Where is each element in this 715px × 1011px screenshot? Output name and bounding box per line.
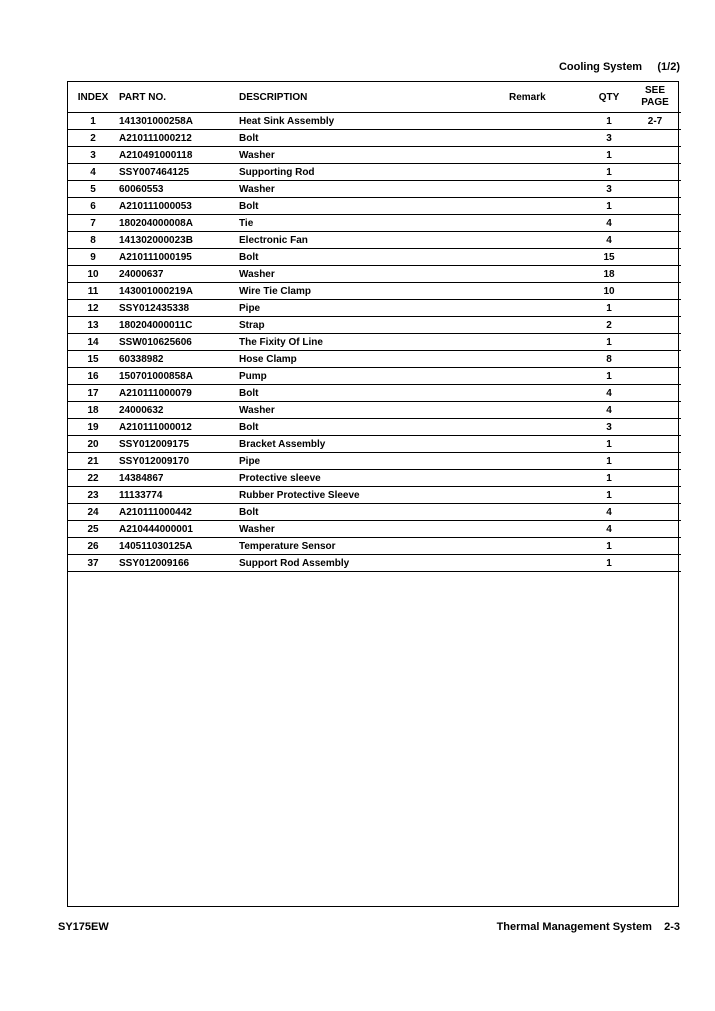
table-header-row (68, 82, 681, 113)
cell-description: Strap (239, 317, 509, 334)
table-row (68, 368, 681, 385)
cell-see-page (629, 317, 681, 334)
cell-part-no: A210111000012 (118, 419, 239, 436)
col-see-page: SEE PAGE (629, 82, 681, 113)
cell-part-no: 180204000008A (118, 215, 239, 232)
table-body (68, 113, 681, 572)
table-row (68, 283, 681, 300)
cell-description: Washer (239, 402, 509, 419)
cell-part-no: SSY012009170 (118, 453, 239, 470)
cell-index: 24 (68, 504, 118, 521)
cell-see-page (629, 198, 681, 215)
cell-description: Washer (239, 266, 509, 283)
cell-see-page (629, 334, 681, 351)
cell-part-no: A210111000442 (118, 504, 239, 521)
cell-qty: 1 (589, 334, 629, 351)
cell-part-no: 150701000858A (118, 368, 239, 385)
cell-qty: 18 (589, 266, 629, 283)
cell-index: 16 (68, 368, 118, 385)
cell-qty: 2 (589, 317, 629, 334)
page-part: (1/2) (657, 61, 680, 73)
cell-see-page (629, 147, 681, 164)
cell-see-page (629, 283, 681, 300)
cell-qty: 4 (589, 215, 629, 232)
cell-index: 22 (68, 470, 118, 487)
cell-description: Heat Sink Assembly (239, 113, 509, 130)
cell-index: 19 (68, 419, 118, 436)
cell-remark (509, 385, 589, 402)
section-title: Cooling System (558, 61, 643, 73)
cell-see-page (629, 538, 681, 555)
cell-part-no: 14384867 (118, 470, 239, 487)
cell-see-page (629, 436, 681, 453)
cell-see-page (629, 164, 681, 181)
cell-index: 26 (68, 538, 118, 555)
table-row (68, 436, 681, 453)
cell-part-no: SSY012009175 (118, 436, 239, 453)
cell-description: Supporting Rod (239, 164, 509, 181)
cell-description: Bolt (239, 385, 509, 402)
cell-part-no: 141301000258A (118, 113, 239, 130)
table-row (68, 215, 681, 232)
cell-qty: 1 (589, 164, 629, 181)
cell-remark (509, 164, 589, 181)
cell-description: Hose Clamp (239, 351, 509, 368)
cell-description: Washer (239, 521, 509, 538)
col-index: INDEX (68, 82, 118, 113)
cell-qty: 3 (589, 130, 629, 147)
cell-description: Temperature Sensor (239, 538, 509, 555)
cell-description: Pipe (239, 453, 509, 470)
cell-description: Pump (239, 368, 509, 385)
cell-remark (509, 232, 589, 249)
cell-qty: 15 (589, 249, 629, 266)
cell-part-no: SSW010625606 (118, 334, 239, 351)
footer-chapter-page (497, 921, 680, 933)
cell-qty: 1 (589, 538, 629, 555)
cell-qty: 10 (589, 283, 629, 300)
cell-qty: 8 (589, 351, 629, 368)
table-row (68, 249, 681, 266)
cell-qty: 3 (589, 419, 629, 436)
cell-see-page: 2-7 (629, 113, 681, 130)
cell-see-page (629, 232, 681, 249)
cell-index: 4 (68, 164, 118, 181)
cell-part-no: SSY012009166 (118, 555, 239, 572)
cell-see-page (629, 130, 681, 147)
cell-remark (509, 130, 589, 147)
cell-remark (509, 249, 589, 266)
cell-remark (509, 504, 589, 521)
cell-description: Bracket Assembly (239, 436, 509, 453)
table-row (68, 487, 681, 504)
cell-qty: 1 (589, 470, 629, 487)
cell-part-no: 140511030125A (118, 538, 239, 555)
cell-remark (509, 538, 589, 555)
footer-model: SY175EW (58, 921, 109, 933)
cell-index: 12 (68, 300, 118, 317)
cell-index: 13 (68, 317, 118, 334)
col-description: DESCRIPTION (239, 82, 509, 113)
table-row (68, 164, 681, 181)
cell-remark (509, 181, 589, 198)
cell-index: 11 (68, 283, 118, 300)
cell-qty: 4 (589, 504, 629, 521)
cell-qty: 1 (589, 436, 629, 453)
col-remark: Remark (509, 82, 589, 113)
table-row (68, 351, 681, 368)
cell-see-page (629, 470, 681, 487)
cell-index: 8 (68, 232, 118, 249)
cell-qty: 4 (589, 232, 629, 249)
table-row (68, 419, 681, 436)
cell-description: Rubber Protective Sleeve (239, 487, 509, 504)
cell-remark (509, 470, 589, 487)
cell-qty: 4 (589, 385, 629, 402)
cell-description: Bolt (239, 249, 509, 266)
table-row (68, 334, 681, 351)
cell-part-no: A210111000195 (118, 249, 239, 266)
cell-index: 14 (68, 334, 118, 351)
cell-see-page (629, 181, 681, 198)
parts-table (68, 82, 681, 572)
cell-see-page (629, 487, 681, 504)
cell-index: 9 (68, 249, 118, 266)
cell-index: 1 (68, 113, 118, 130)
cell-index: 23 (68, 487, 118, 504)
cell-remark (509, 113, 589, 130)
cell-description: Pipe (239, 300, 509, 317)
cell-see-page (629, 300, 681, 317)
col-part-no: PART NO. (118, 82, 239, 113)
cell-description: Bolt (239, 130, 509, 147)
table-row (68, 130, 681, 147)
cell-qty: 1 (589, 453, 629, 470)
page-header (559, 61, 680, 73)
cell-remark (509, 317, 589, 334)
table-row (68, 181, 681, 198)
cell-see-page (629, 351, 681, 368)
cell-part-no: 24000637 (118, 266, 239, 283)
table-row (68, 232, 681, 249)
cell-remark (509, 436, 589, 453)
cell-qty: 4 (589, 402, 629, 419)
cell-see-page (629, 453, 681, 470)
cell-part-no: A210111000212 (118, 130, 239, 147)
table-row (68, 521, 681, 538)
cell-see-page (629, 504, 681, 521)
parts-list-frame (67, 81, 679, 907)
cell-part-no: 141302000023B (118, 232, 239, 249)
cell-description: Bolt (239, 419, 509, 436)
table-row (68, 317, 681, 334)
footer-page: 2-3 (664, 921, 680, 933)
cell-see-page (629, 402, 681, 419)
cell-qty: 1 (589, 300, 629, 317)
cell-remark (509, 283, 589, 300)
cell-part-no: 11133774 (118, 487, 239, 504)
cell-index: 37 (68, 555, 118, 572)
cell-index: 20 (68, 436, 118, 453)
cell-part-no: A210111000053 (118, 198, 239, 215)
col-qty: QTY (589, 82, 629, 113)
table-row (68, 402, 681, 419)
cell-see-page (629, 249, 681, 266)
cell-part-no: 60338982 (118, 351, 239, 368)
cell-index: 10 (68, 266, 118, 283)
cell-qty: 1 (589, 487, 629, 504)
cell-remark (509, 555, 589, 572)
cell-part-no: SSY007464125 (118, 164, 239, 181)
cell-index: 2 (68, 130, 118, 147)
table-row (68, 198, 681, 215)
cell-description: Support Rod Assembly (239, 555, 509, 572)
cell-qty: 3 (589, 181, 629, 198)
cell-remark (509, 147, 589, 164)
cell-index: 3 (68, 147, 118, 164)
cell-see-page (629, 266, 681, 283)
cell-see-page (629, 521, 681, 538)
table-row (68, 300, 681, 317)
cell-description: Electronic Fan (239, 232, 509, 249)
table-row (68, 555, 681, 572)
cell-remark (509, 368, 589, 385)
table-row (68, 113, 681, 130)
cell-remark (509, 419, 589, 436)
cell-index: 6 (68, 198, 118, 215)
cell-remark (509, 300, 589, 317)
cell-qty: 1 (589, 555, 629, 572)
cell-index: 5 (68, 181, 118, 198)
cell-qty: 1 (589, 113, 629, 130)
cell-remark (509, 487, 589, 504)
cell-part-no: A210444000001 (118, 521, 239, 538)
table-row (68, 266, 681, 283)
cell-index: 25 (68, 521, 118, 538)
cell-part-no: 24000632 (118, 402, 239, 419)
footer-chapter: Thermal Management System (496, 921, 652, 933)
table-row (68, 504, 681, 521)
cell-remark (509, 402, 589, 419)
cell-description: Wire Tie Clamp (239, 283, 509, 300)
cell-qty: 1 (589, 368, 629, 385)
cell-qty: 4 (589, 521, 629, 538)
cell-description: Bolt (239, 198, 509, 215)
table-row (68, 538, 681, 555)
cell-part-no: 143001000219A (118, 283, 239, 300)
cell-remark (509, 521, 589, 538)
cell-part-no: A210491000118 (118, 147, 239, 164)
cell-qty: 1 (589, 198, 629, 215)
cell-description: Bolt (239, 504, 509, 521)
cell-remark (509, 453, 589, 470)
cell-description: Protective sleeve (239, 470, 509, 487)
cell-see-page (629, 555, 681, 572)
cell-part-no: 180204000011C (118, 317, 239, 334)
cell-see-page (629, 215, 681, 232)
cell-part-no: A210111000079 (118, 385, 239, 402)
cell-remark (509, 266, 589, 283)
cell-description: Washer (239, 147, 509, 164)
cell-remark (509, 334, 589, 351)
table-row (68, 385, 681, 402)
table-row (68, 470, 681, 487)
cell-see-page (629, 419, 681, 436)
cell-description: The Fixity Of Line (239, 334, 509, 351)
cell-index: 7 (68, 215, 118, 232)
cell-description: Washer (239, 181, 509, 198)
table-row (68, 147, 681, 164)
table-row (68, 453, 681, 470)
cell-part-no: 60060553 (118, 181, 239, 198)
cell-see-page (629, 385, 681, 402)
cell-index: 15 (68, 351, 118, 368)
cell-index: 17 (68, 385, 118, 402)
cell-remark (509, 215, 589, 232)
cell-index: 21 (68, 453, 118, 470)
cell-see-page (629, 368, 681, 385)
cell-remark (509, 351, 589, 368)
cell-index: 18 (68, 402, 118, 419)
cell-description: Tie (239, 215, 509, 232)
cell-remark (509, 198, 589, 215)
cell-qty: 1 (589, 147, 629, 164)
cell-part-no: SSY012435338 (118, 300, 239, 317)
